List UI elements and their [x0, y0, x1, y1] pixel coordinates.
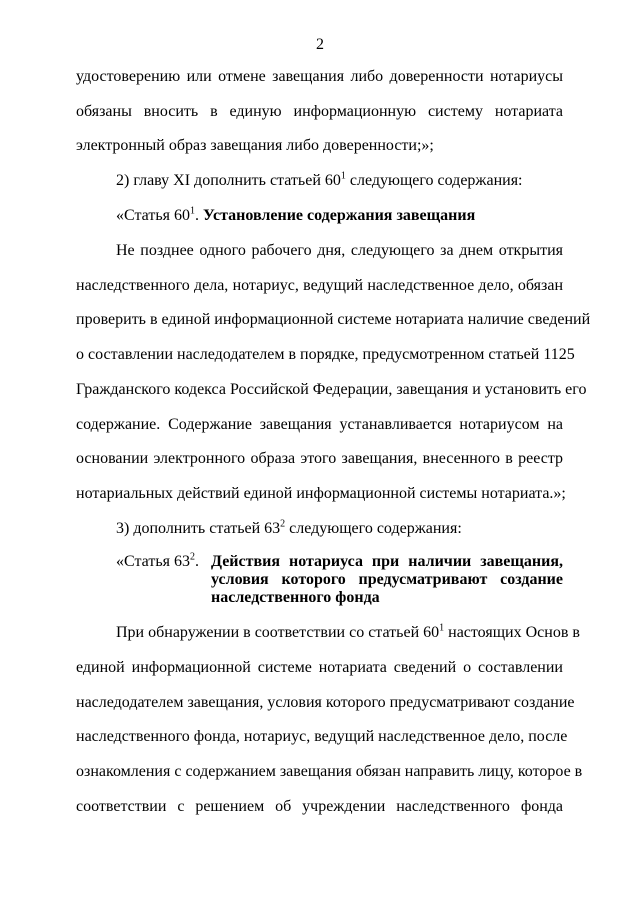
text-line: ознакомления с содержанием завещания обязан направить лицу, которое в: [76, 763, 583, 780]
text-line: содержание. Содержание завещания устанавливается нотариусом на: [76, 416, 563, 433]
article-title: Установление содержания завещания: [202, 207, 476, 224]
amendment-item-text: 2) главу XI дополнить статьей 60: [116, 172, 341, 189]
text-line: [116, 622, 580, 642]
text-line: электронный образ завещания либо доверенности;»;: [76, 137, 434, 154]
text-line: о составлении наследодателем в порядке, предусмотренном статьей 1125: [76, 346, 575, 363]
amendment-item-text: 3) дополнить статьей 63: [116, 520, 281, 537]
article-heading: [116, 207, 563, 225]
amendment-item-text: следующего содержания:: [345, 172, 523, 189]
text-line: удостоверению или отмене завещания либо доверенности нотариусы: [76, 68, 563, 85]
text-line: Гражданского кодекса Российской Федерации, завещания и установить его: [76, 381, 587, 398]
amendment-item-text: следующего содержания:: [285, 520, 462, 537]
article-title-line: наследственного фонда: [211, 589, 380, 606]
superscript: 2: [280, 518, 286, 530]
article-label-dot: .: [194, 553, 199, 570]
text-line: Не позднее одного рабочего дня, следующего за днем открытия: [116, 242, 563, 259]
text-line: наследственного фонда, нотариус, ведущий наследственное дело, после: [76, 728, 568, 745]
text-line: обязаны вносить в единую информационную систему нотариата: [76, 103, 563, 120]
text-line: соответствии с решением об учреждении наследственного фонда: [76, 798, 563, 815]
superscript: 1: [340, 170, 346, 182]
article-label: «Статья 63: [116, 553, 190, 570]
page-number: 2: [316, 36, 324, 53]
text-fragment: При обнаружении в соответствии со статьей 60: [116, 624, 440, 641]
amendment-item: [116, 520, 563, 538]
amendment-item: [116, 172, 563, 190]
article-label-dot: .: [194, 207, 203, 224]
article-title-line: Действия нотариуса при наличии завещания,: [211, 553, 563, 570]
superscript: 1: [189, 205, 195, 217]
text-line: основании электронного образа этого завещания, внесенного в реестр: [76, 450, 563, 467]
text-line: единой информационной системе нотариата сведений о составлении: [76, 659, 563, 676]
article-label: «Статья 60: [116, 207, 190, 224]
article-title-line: условия которого предусматривают создание: [211, 571, 563, 588]
article-label-block: [116, 553, 199, 571]
superscript: 2: [189, 551, 195, 563]
text-line: проверить в единой информационной системе нотариата наличие сведений: [76, 311, 591, 328]
article-title: [211, 553, 563, 607]
superscript: 1: [439, 622, 445, 634]
text-fragment: настоящих Основ в: [444, 624, 580, 641]
text-line: наследодателем завещания, условия которого предусматривают создание: [76, 694, 575, 711]
text-line: нотариальных действий единой информационной системы нотариата.»;: [76, 485, 566, 502]
text-line: наследственного дела, нотариус, ведущий наследственное дело, обязан: [76, 277, 563, 294]
